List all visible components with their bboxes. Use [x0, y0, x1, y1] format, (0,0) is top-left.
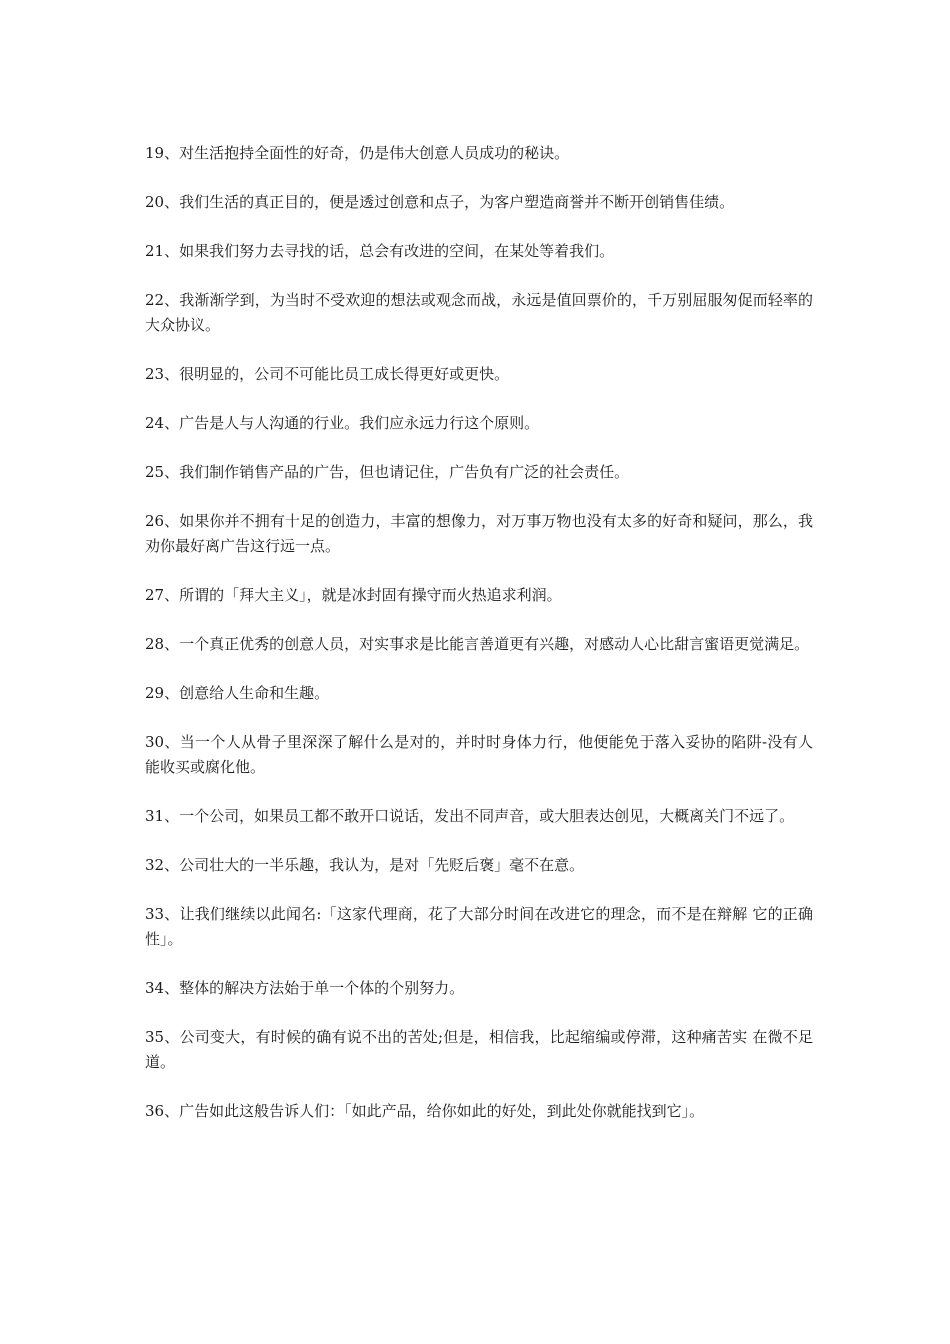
- quote-paragraph-31: 31、一个公司，如果员工都不敢开口说话，发出不同声音，或大胆表达创见，大概离关门不远了。: [145, 807, 795, 825]
- quote-paragraph-24: 24、广告是人与人沟通的行业。我们应永远力行这个原则。: [145, 414, 540, 432]
- document-body: [145, 141, 813, 1148]
- quote-paragraph-22: 22、我渐渐学到，为当时不受欢迎的想法或观念而战，永远是值回票价的，千万别屈服匆促而轻率的大众协议。: [145, 291, 813, 334]
- quote-paragraph-29: 29、创意给人生命和生趣。: [145, 684, 330, 702]
- quote-paragraph-23: 23、很明显的，公司不可能比员工成长得更好或更快。: [145, 365, 510, 383]
- quote-paragraph-32: 32、公司壮大的一半乐趣，我认为，是对「先贬后褒」毫不在意。: [145, 856, 585, 874]
- quote-paragraph-27: 27、所谓的「拜大主义」，就是冰封固有操守而火热追求利润。: [145, 586, 562, 604]
- quote-paragraph-30: 30、当一个人从骨子里深深了解什么是对的，并时时身体力行，他便能免于落入妥协的陷阱-没有人能收买或腐化他。: [145, 733, 813, 776]
- quote-paragraph-35: 35、公司变大，有时候的确有说不出的苦处;但是，相信我，比起缩编或停滞，这种痛苦实 在微不足道。: [145, 1028, 813, 1071]
- quote-paragraph-33: 33、让我们继续以此闻名:「这家代理商，花了大部分时间在改进它的理念，而不是在辩解 它的正确性」。: [145, 905, 813, 948]
- quote-paragraph-34: 34、整体的解决方法始于单一个体的个别努力。: [145, 979, 465, 997]
- quote-paragraph-19: 19、对生活抱持全面性的好奇，仍是伟大创意人员成功的秘诀。: [145, 144, 570, 162]
- quote-paragraph-21: 21、如果我们努力去寻找的话，总会有改进的空间，在某处等着我们。: [145, 242, 615, 260]
- quote-paragraph-36: 36、广告如此这般告诉人们：「如此产品，给你如此的好处，到此处你就能找到它」。: [145, 1102, 705, 1120]
- quote-paragraph-25: 25、我们制作销售产品的广告，但也请记住，广告负有广泛的社会责任。: [145, 463, 630, 481]
- quote-paragraph-26: 26、如果你并不拥有十足的创造力，丰富的想像力，对万事万物也没有太多的好奇和疑问，那么，我劝你最好离广告这行远一点。: [145, 512, 813, 555]
- quote-paragraph-28: 28、一个真正优秀的创意人员，对实事求是比能言善道更有兴趣，对感动人心比甜言蜜语更觉满足。: [145, 635, 810, 653]
- quote-paragraph-20: 20、我们生活的真正目的，便是透过创意和点子，为客户塑造商誉并不断开创销售佳绩。: [145, 193, 735, 211]
